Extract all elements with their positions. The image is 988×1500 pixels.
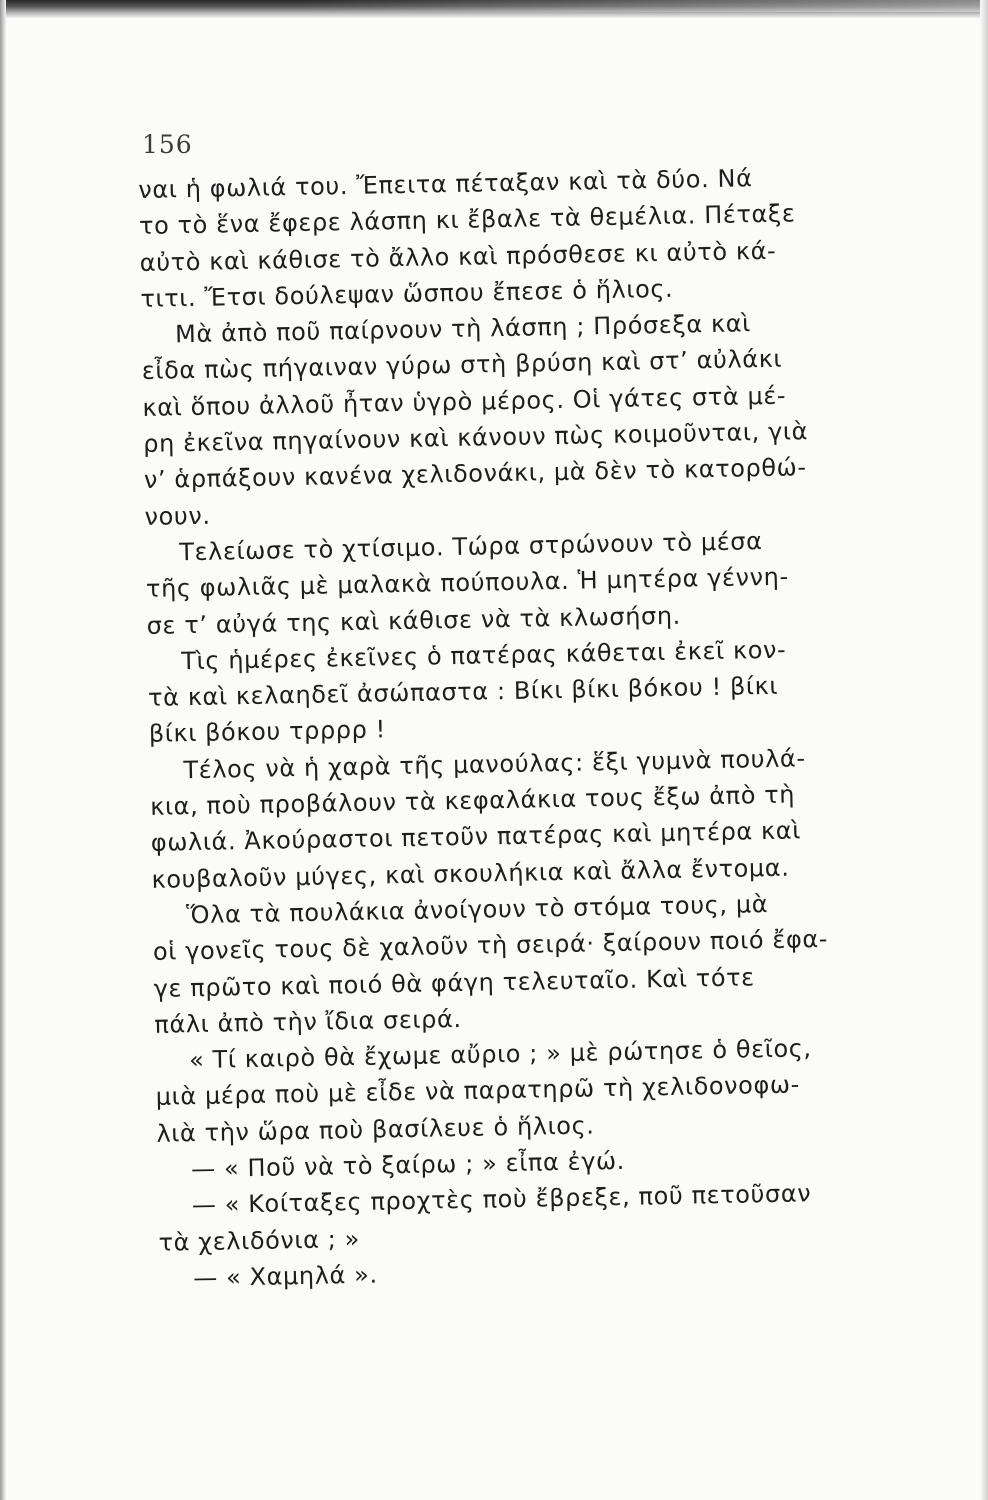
- text-line: Τέλος νὰ ἡ χαρὰ τῆς μανούλας: ἕξι γυμνὰ πουλά-: [183, 744, 806, 784]
- text-line: νουν.: [144, 501, 211, 531]
- text-line: τὰ χελιδόνια ; »: [158, 1224, 361, 1257]
- text-line: Τελείωσε τὸ χτίσιμο. Τώρα στρώνουν τὸ μέσα: [179, 527, 763, 567]
- text-line: τιτι. Ἔτσι δούλεψαν ὥσπου ἔπεσε ὁ ἥλιος.: [140, 274, 674, 313]
- text-line: — « Χαμηλά ».: [192, 1260, 378, 1293]
- text-line: σε τ’ αὐγά της καὶ κάθισε νὰ τὰ κλωσήση.: [146, 601, 682, 640]
- page-number: 156: [142, 130, 193, 159]
- text-line: βίκι βόκου τρρρρ !: [148, 715, 387, 749]
- text-line: Ὅλα τὰ πουλάκια ἀνοίγουν τὸ στόμα τους, μὰ: [186, 889, 769, 930]
- text-line: κουβαλοῦν μύγες, καὶ σκουλήκια καὶ ἄλλα ἔντομα.: [151, 853, 790, 894]
- text-line: τῆς φωλιᾶς μὲ μαλακὰ πούπουλα. Ἡ μητέρα γέννη-: [145, 562, 789, 604]
- text-line: κια, ποὺ προβάλουν τὰ κεφαλάκια τους ἔξω ἀπὸ τὴ: [149, 780, 796, 821]
- text-line: — « Κοίταξες προχτὲς ποὺ ἔβρεξε, ποῦ πετοῦσαν: [191, 1179, 812, 1220]
- text-line: πάλι ἀπὸ τὴν ἴδια σειρά.: [154, 1004, 462, 1039]
- body-text: [138, 157, 949, 1297]
- scan-right-edge: [980, 0, 988, 1500]
- text-line: ν’ ἁρπάξουν κανένα χελιδονάκι, μὰ δὲν τὸ κατορθώ-: [143, 453, 807, 495]
- text-line: « Τί καιρὸ θὰ ἔχωμε αὔριο ; » μὲ ρώτησε ὁ θεῖος,: [188, 1034, 812, 1075]
- text-line: φωλιά. Ἀκούραστοι πετοῦν πατέρας καὶ μητέρα καὶ: [150, 816, 802, 858]
- scan-top-edge-fade: [300, 0, 988, 12]
- text-line: λιὰ τὴν ὥρα ποὺ βασίλευε ὁ ἥλιος.: [156, 1111, 595, 1148]
- text-line: — « Ποῦ νὰ τὸ ξαίρω ; » εἶπα ἐγώ.: [190, 1146, 626, 1184]
- text-line: Τὶς ἡμέρες ἐκεῖνες ὁ πατέρας κάθεται ἐκεῖ κον-: [181, 635, 787, 676]
- text-line: καὶ ὅπου ἀλλοῦ ἦταν ὑγρὸ μέρος. Οἱ γάτες στὰ μέ-: [142, 381, 787, 422]
- text-line: ναι ἡ φωλιά του. Ἔπειτα πέταξαν καὶ τὰ δύο. Νά: [138, 164, 753, 204]
- text-line: μιὰ μέρα ποὺ μὲ εἶδε νὰ παρατηρῶ τὴ χελιδονοφω-: [155, 1070, 801, 1112]
- text-line: γε πρῶτο καὶ ποιό θὰ φάγη τελευταῖο. Καὶ τότε: [153, 962, 755, 1003]
- text-line: Μὰ ἀπὸ ποῦ παίρνουν τὴ λάσπη ; Πρόσεξα καὶ: [174, 309, 752, 349]
- text-line: τὰ καὶ κελαηδεῖ ἀσώπαστα : Βίκι βίκι βόκου ! βίκι: [147, 671, 779, 713]
- text-line: το τὸ ἕνα ἔφερε λάσπη κι ἔβαλε τὰ θεμέλια. Πέταξε: [138, 199, 796, 241]
- scan-left-edge: [0, 0, 6, 1500]
- text-line: εἶδα πὼς πήγαιναν γύρω στὴ βρύση καὶ στ’ αὐλάκι: [141, 345, 783, 386]
- text-line: οἱ γονεῖς τους δὲ χαλοῦν τὴ σειρά· ξαίρουν ποιό ἔφα-: [152, 925, 829, 967]
- text-line: ρη ἐκεῖνα πηγαίνουν καὶ κάνουν πὼς κοιμοῦνται, γιὰ: [142, 417, 809, 459]
- text-line: αὐτὸ καὶ κάθισε τὸ ἄλλο καὶ πρόσθεσε κι αὐτὸ κά-: [139, 236, 777, 277]
